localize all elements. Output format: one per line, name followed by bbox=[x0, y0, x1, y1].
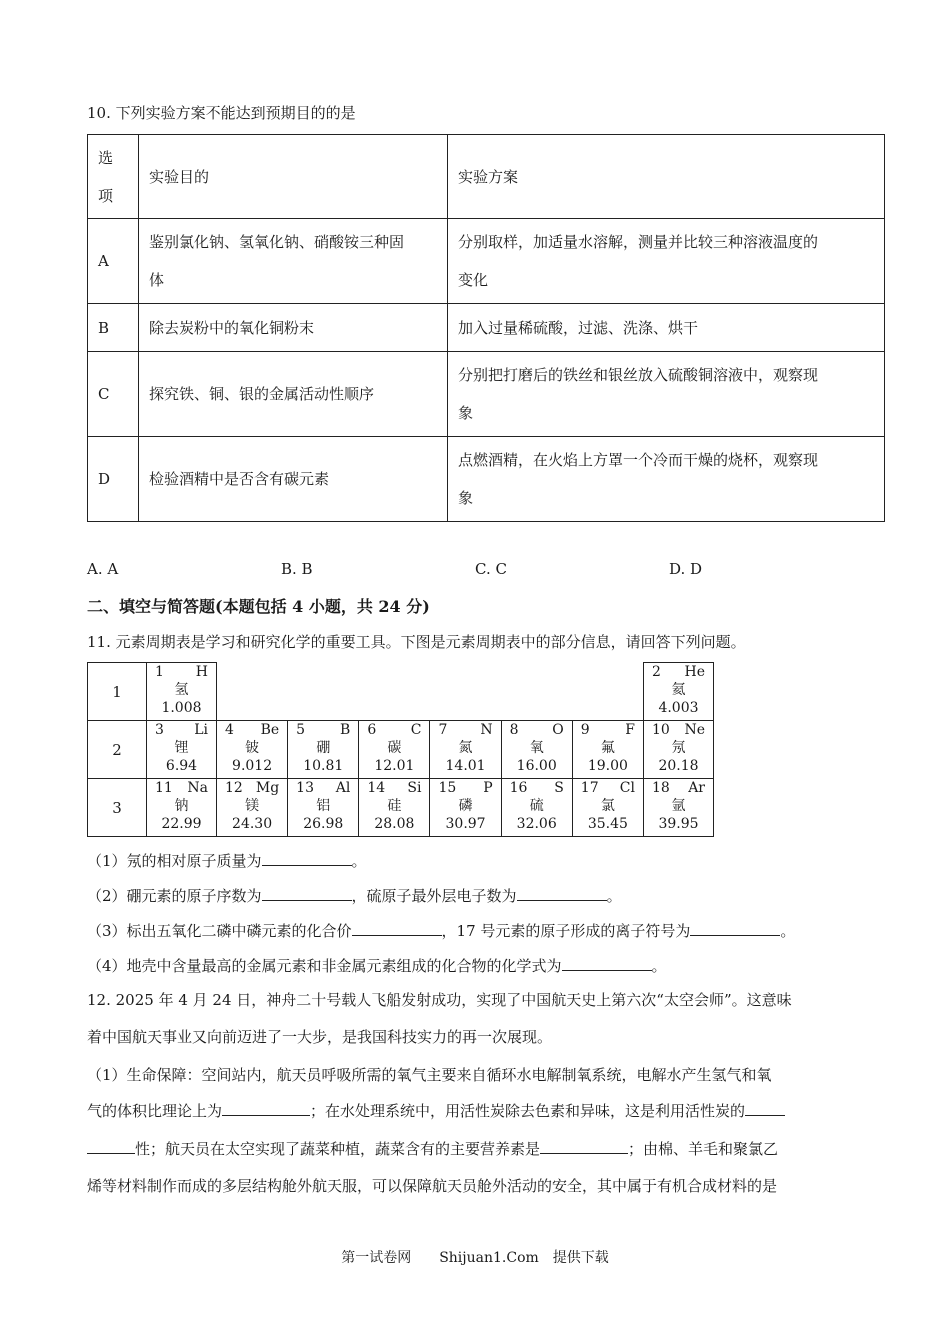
element-cell: 6 C 碳 12.01 bbox=[359, 721, 430, 779]
element-cell: 15 P 磷 30.97 bbox=[430, 779, 501, 837]
periodic-table bbox=[87, 662, 714, 837]
row-purpose: 除去炭粉中的氧化铜粉末 bbox=[139, 304, 448, 352]
question-10-title: 10. 下列实验方案不能达到预期目的的是 bbox=[87, 104, 356, 122]
table-header-row bbox=[88, 135, 885, 219]
q12-line: 烯等材料制作而成的多层结构舱外航天服，可以保障航天员舱外活动的安全，其中属于有机合成材料的是 bbox=[87, 1177, 778, 1195]
row-option: D bbox=[88, 437, 139, 522]
answer-blank[interactable] bbox=[690, 921, 780, 936]
element-cell: 8 O 氧 16.00 bbox=[501, 721, 572, 779]
row-plan: 分别取样，加适量水溶解，测量并比较三种溶液温度的 变化 bbox=[448, 219, 885, 304]
row-purpose: 鉴别氯化钠、氢氧化钠、硝酸铵三种固 体 bbox=[139, 219, 448, 304]
answer-blank[interactable] bbox=[262, 886, 352, 901]
header-plan: 实验方案 bbox=[448, 135, 885, 219]
answer-blank[interactable] bbox=[517, 886, 607, 901]
q11-sub1: （1）氖的相对原子质量为 。 bbox=[87, 852, 367, 870]
q12-line: 着中国航天事业又向前迈进了一大步，是我国科技实力的再一次展现。 bbox=[87, 1028, 553, 1046]
period-label: 1 bbox=[88, 663, 147, 721]
q11-sub3: （3）标出五氧化二磷中磷元素的化合价 ，17 号元素的原子形成的离子符号为 。 bbox=[87, 922, 796, 940]
element-cell: 13 Al 铝 26.98 bbox=[288, 779, 359, 837]
element-cell: 10 Ne 氖 20.18 bbox=[644, 721, 714, 779]
element-cell: 5 B 硼 10.81 bbox=[288, 721, 359, 779]
answer-blank[interactable] bbox=[262, 851, 352, 866]
q12-line: （1）生命保障：空间站内，航天员呼吸所需的氧气主要来自循环水电解制氧系统，电解水产生氢气和氧 bbox=[87, 1066, 772, 1084]
row-option: B bbox=[88, 304, 139, 352]
empty-gap bbox=[217, 663, 644, 721]
q11-sub2: （2）硼元素的原子序数为 ，硫原子最外层电子数为 。 bbox=[87, 887, 622, 905]
period-row bbox=[88, 721, 714, 779]
q12-line: 性；航天员在太空实现了蔬菜种植，蔬菜含有的主要营养素是 ；由棉、羊毛和聚氯乙 bbox=[87, 1139, 778, 1159]
row-purpose: 检验酒精中是否含有碳元素 bbox=[139, 437, 448, 522]
answer-blank[interactable] bbox=[540, 1139, 628, 1154]
element-cell: 9 F 氟 19.00 bbox=[572, 721, 643, 779]
answer-blank[interactable] bbox=[87, 1139, 135, 1154]
row-plan: 点燃酒精，在火焰上方罩一个冷而干燥的烧杯，观察现 象 bbox=[448, 437, 885, 522]
answer-blank[interactable] bbox=[222, 1101, 310, 1116]
element-cell: 4 Be 铍 9.012 bbox=[217, 721, 288, 779]
experiment-table bbox=[87, 134, 885, 522]
q12-line: 气的体积比理论上为 ；在水处理系统中，用活性炭除去色素和异味，这是利用活性炭的 bbox=[87, 1101, 785, 1121]
element-cell: 11 Na 钠 22.99 bbox=[147, 779, 217, 837]
header-option: 选 项 bbox=[88, 135, 139, 219]
element-cell: 2 He 氦 4.003 bbox=[644, 663, 714, 721]
element-cell: 16 S 硫 32.06 bbox=[501, 779, 572, 837]
q11-sub4: （4）地壳中含量最高的金属元素和非金属元素组成的化合物的化学式为 。 bbox=[87, 957, 667, 975]
element-cell: 1 H 氢 1.008 bbox=[147, 663, 217, 721]
row-plan: 分别把打磨后的铁丝和银丝放入硫酸铜溶液中，观察现 象 bbox=[448, 352, 885, 437]
table-row bbox=[88, 352, 885, 437]
row-purpose: 探究铁、铜、银的金属活动性顺序 bbox=[139, 352, 448, 437]
element-cell: 3 Li 锂 6.94 bbox=[147, 721, 217, 779]
question-11-intro: 11. 元素周期表是学习和研究化学的重要工具。下图是元素周期表中的部分信息，请回答下列问题。 bbox=[87, 633, 746, 651]
element-cell: 17 Cl 氯 35.45 bbox=[572, 779, 643, 837]
choice-a[interactable]: A. A bbox=[87, 560, 119, 578]
header-purpose: 实验目的 bbox=[139, 135, 448, 219]
q12-line: 12. 2025 年 4 月 24 日，神舟二十号载人飞船发射成功，实现了中国航天史上第六次“太空会师”。这意味 bbox=[87, 991, 792, 1009]
choice-c[interactable]: C. C bbox=[475, 560, 507, 578]
answer-blank[interactable] bbox=[562, 956, 652, 971]
period-row bbox=[88, 663, 714, 721]
period-label: 2 bbox=[88, 721, 147, 779]
answer-blank[interactable] bbox=[352, 921, 442, 936]
element-cell: 18 Ar 氩 39.95 bbox=[644, 779, 714, 837]
choice-d[interactable]: D. D bbox=[669, 560, 703, 578]
table-row bbox=[88, 304, 885, 352]
row-plan: 加入过量稀硫酸，过滤、洗涤、烘干 bbox=[448, 304, 885, 352]
row-option: C bbox=[88, 352, 139, 437]
row-option: A bbox=[88, 219, 139, 304]
choice-b[interactable]: B. B bbox=[281, 560, 313, 578]
element-cell: 14 Si 硅 28.08 bbox=[359, 779, 430, 837]
period-label: 3 bbox=[88, 779, 147, 837]
element-cell: 7 N 氮 14.01 bbox=[430, 721, 501, 779]
table-row bbox=[88, 219, 885, 304]
table-row bbox=[88, 437, 885, 522]
element-cell: 12 Mg 镁 24.30 bbox=[217, 779, 288, 837]
page-footer: 第一试卷网 Shijuan1.Com 提供下载 bbox=[341, 1250, 609, 1266]
section-title: 二、填空与简答题(本题包括 4 小题，共 24 分) bbox=[87, 597, 430, 616]
period-row bbox=[88, 779, 714, 837]
answer-blank[interactable] bbox=[745, 1101, 785, 1116]
